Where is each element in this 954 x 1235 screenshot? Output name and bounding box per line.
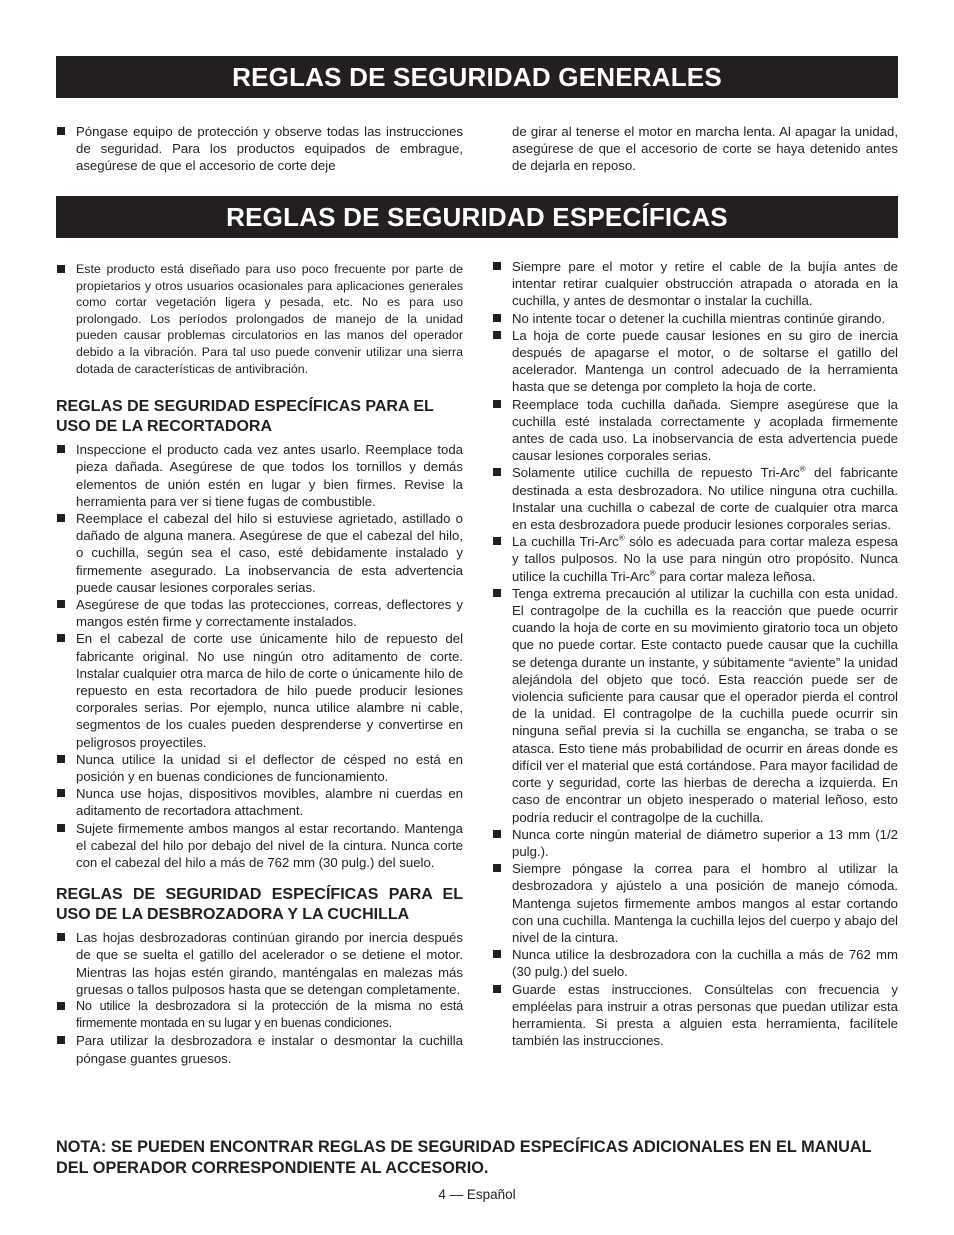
list-item: Inspeccione el producto cada vez antes usarlo. Reemplace toda pieza dañada. Asegúrese de que todos los tornillos y demás elementos de unión estén en lugar y bien firmes. Revise la herramienta para ver si tiene fugas de combustible.: [56, 441, 463, 510]
specific-rules-banner: [56, 196, 898, 238]
general-rules-title: REGLAS DE SEGURIDAD GENERALES: [232, 62, 722, 92]
bullet-icon: [57, 514, 65, 522]
bullet-icon: [57, 755, 65, 763]
list-item: Siempre pare el motor y retire el cable de la bujía antes de intentar retirar cualquier obstrucción atrapada o atorada en la cuchilla, y antes de desmontar o instalar la cuchilla.: [492, 258, 898, 310]
list-item: Este producto está diseñado para uso poco frecuente por parte de propietarios y otros usuarios ocasionales para aplicaciones generales como cortar vegetación ligera y pesada, etc. No es para uso prolongado. Los períodos prolongados de manejo de la unidad pueden causar problemas circulatorios en las manos del operador debido a la vibración. Para tal uso puede convenir utilizar una sierra dotada de características de antivibración.: [56, 261, 463, 377]
brushcutter-rules-heading: REGLAS DE SEGURIDAD ESPECÍFICAS PARA EL USO DE LA DESBROZADORA Y LA CUCHILLA: [56, 886, 463, 924]
bullet-icon: [493, 537, 501, 545]
list-item: Reemplace toda cuchilla dañada. Siempre asegúrese que la cuchilla esté instalada correctamente y acoplada firmemente antes de cada uso. La inobservancia de esta advertencia puede causar lesiones corporales serias.: [492, 396, 898, 465]
page-number: 4 — Español: [438, 1187, 516, 1202]
list-item: Nunca utilice la desbrozadora con la cuchilla a más de 762 mm (30 pulg.) del suelo.: [492, 946, 898, 980]
bullet-icon: [493, 331, 501, 339]
list-item: La hoja de corte puede causar lesiones en su giro de inercia después de apagarse el motor, o de soltarse el gatillo del acelerador. Mantenga un control adecuado de la herramienta hasta que se detenga por completo la hoja de corte.: [492, 327, 898, 396]
list-item: Las hojas desbrozadoras continúan girando por inercia después de que se suelta el gatillo del acelerador o se detiene el motor. Mientras las hojas estén girando, manténgalas en malezas más gruesas o tallos pulposos hasta que se detengan completamente.: [56, 929, 463, 998]
registered-mark: ®: [649, 568, 656, 578]
bullet-icon: [493, 262, 501, 270]
list-item: No utilice la desbrozadora si la protección de la misma no está firmemente montada en su lugar y en buenas condiciones.: [56, 998, 463, 1032]
bullet-icon: [57, 1002, 65, 1010]
list-item: Asegúrese de que todas las protecciones, correas, deflectores y mangos estén firme y correctamente instalados.: [56, 596, 463, 630]
list-item: Póngase equipo de protección y observe todas las instrucciones de seguridad. Para los productos equipados de embrague, asegúrese de que el accesorio de corte deje: [56, 123, 463, 175]
general-rules-banner: [56, 56, 898, 98]
specific-rules-left-column: [56, 261, 463, 1067]
bullet-icon: [493, 830, 501, 838]
general-rules-right: [492, 123, 898, 175]
bullet-icon: [493, 314, 501, 322]
bullet-icon: [57, 265, 65, 273]
bullet-icon: [57, 445, 65, 453]
bullet-icon: [57, 1036, 65, 1044]
list-item: Tenga extrema precaución al utilizar la cuchilla con esta unidad. El contragolpe de la cuchilla es la reacción que puede ocurrir cuando la hoja de corte en su movimiento giratorio toca un objeto que no puede cortar. Este contacto puede causar que la cuchilla se detenga durante un instante, y súbitamente “aviente” la unidad alejándola del objeto que tocó. Esta reacción puede ser de violencia suficiente para causar que el operador pierda el control de la unidad. El contragolpe de la cuchilla puede ocurrir sin ninguna señal previa si la cuchilla se engancha, se traba o se atasca. Esto tiene más probabilidad de ocurrir en áreas donde es difícil ver el material que está cortándose. Para mayor facilidad de corte y seguridad, corte las hierbas de derecha a izquierda. En caso de encontrar un objeto inesperado o material leñoso, esto podría reducir el contragolpe de la cuchilla.: [492, 585, 898, 826]
list-item: Reemplace el cabezal del hilo si estuviese agrietado, astillado o dañado de alguna manera. Asegúrese de que el cabezal del hilo, o cuchilla, según sea el caso, esté debidamente instalado y firmemente asegurado. La inobservancia de esta advertencia puede causar lesiones corporales serias.: [56, 510, 463, 596]
list-item: La cuchilla Tri-Arc® sólo es adecuada para cortar maleza espesa y tallos pulposos. No la use para ningún otro propósito. Nunca utilice la cuchilla Tri-Arc® para cortar maleza leñosa.: [492, 533, 898, 585]
list-item: Para utilizar la desbrozadora e instalar o desmontar la cuchilla póngase guantes gruesos.: [56, 1032, 463, 1066]
registered-mark: ®: [618, 533, 625, 543]
list-item: Siempre póngase la correa para el hombro al utilizar la desbrozadora y ajústelo a una posición de manejo cómoda. Mantenga sujetos firmemente ambos mangos al estar cortando con una cuchilla. Mantenga la cuchilla lejos del cuerpo y abajo del nivel de la cintura.: [492, 860, 898, 946]
trimmer-rules-heading: REGLAS DE SEGURIDAD ESPECÍFICAS PARA EL USO DE LA RECORTADORA: [56, 398, 434, 436]
specific-rules-right-column: [492, 258, 898, 1049]
bullet-icon: [493, 864, 501, 872]
bullet-icon: [493, 589, 501, 597]
accessory-note: NOTA: SE PUEDEN ENCONTRAR REGLAS DE SEGURIDAD ESPECÍFICAS ADICIONALES EN EL MANUAL DEL OPERADOR CORRESPONDIENTE AL ACCESORIO.: [56, 1138, 872, 1177]
bullet-icon: [493, 950, 501, 958]
bullet-icon: [493, 400, 501, 408]
list-item: En el cabezal de corte use únicamente hilo de repuesto del fabricante original. No use ningún otro aditamento de corte. Instalar cualquier otra marca de hilo de corte o únicamente hilo de repuesto en esta recortadora de hilo puede producir lesiones corporales serias. Por ejemplo, nunca utilice alambre ni cable, segmentos de los cuales pueden desprenderse y convertirse en peligrosos proyectiles.: [56, 630, 463, 750]
list-item: Nunca use hojas, dispositivos movibles, alambre ni cuerdas en aditamento de recortadora attachment.: [56, 785, 463, 819]
general-rules-left: [56, 123, 463, 175]
bullet-icon: [57, 824, 65, 832]
bullet-icon: [57, 127, 65, 135]
list-item: Nunca utilice la unidad si el deflector de césped no está en posición y en buenas condiciones de funcionamiento.: [56, 751, 463, 785]
bullet-icon: [57, 933, 65, 941]
list-item-continuation: de girar al tenerse el motor en marcha lenta. Al apagar la unidad, asegúrese de que el accesorio de corte se haya detenido antes de dejarla en reposo.: [512, 124, 898, 174]
list-item: Sujete firmemente ambos mangos al estar recortando. Mantenga el cabezal del hilo por debajo del nivel de la cintura. Nunca corte con el cabezal del hilo a más de 762 mm (30 pulg.) del suelo.: [56, 820, 463, 872]
bullet-icon: [493, 985, 501, 993]
specific-rules-title: REGLAS DE SEGURIDAD ESPECÍFICAS: [226, 202, 728, 232]
list-item: Solamente utilice cuchilla de repuesto Tri-Arc® del fabricante destinada a esta desbrozadora. No utilice ninguna otra cuchilla. Instalar una cuchilla o cabezal de corte de cualquier otra marca en esta desbrozadora puede producir lesiones corporales serias.: [492, 464, 898, 533]
bullet-icon: [57, 789, 65, 797]
list-item: Guarde estas instrucciones. Consúltelas con frecuencia y empléelas para instruir a otras personas que puedan utilizar esta herramienta. Si presta a alguien esta herramienta, facilítele también las instrucciones.: [492, 981, 898, 1050]
bullet-icon: [57, 600, 65, 608]
list-item: Nunca corte ningún material de diámetro superior a 13 mm (1/2 pulg.).: [492, 826, 898, 860]
bullet-icon: [57, 634, 65, 642]
list-item: No intente tocar o detener la cuchilla mientras continúe girando.: [492, 310, 898, 327]
registered-mark: ®: [799, 465, 806, 475]
bullet-icon: [493, 468, 501, 476]
